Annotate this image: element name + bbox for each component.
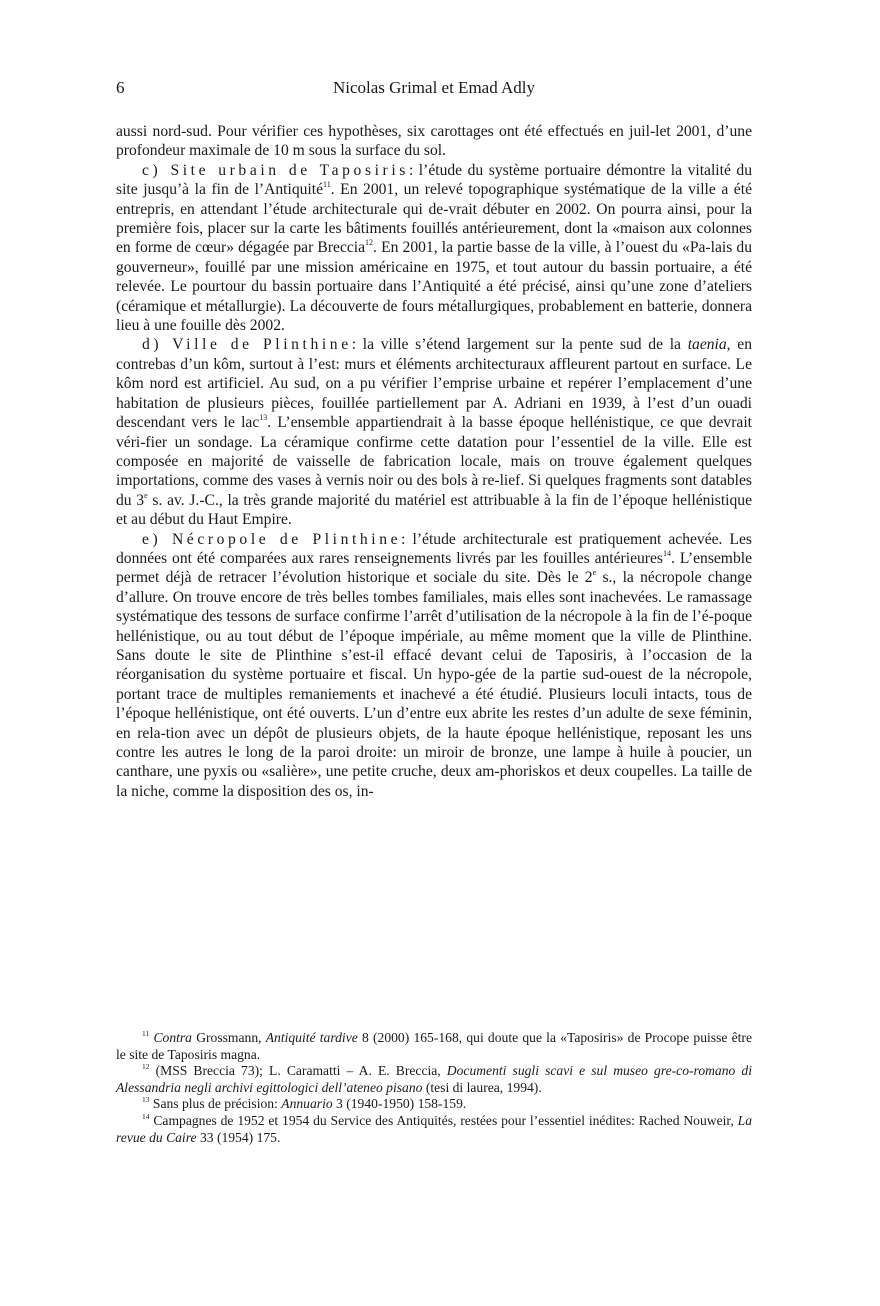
ordinal-superscript: e: [144, 490, 148, 500]
paragraph-necropole-plinthine: e) Nécropole de Plinthine: l’étude architecturale est pratiquement achevée. Les données ont été comparées aux rares renseignements livrés par les fouilles antérieures$^{14}$. L’ensemble permet déjà de retracer l’évolution historique et sociale du site. Dès le 2e s., la nécropole change d’allure. On trouve encore de très belles tombes familiales, mais elles sont inachevées. Le ramassage systématique des tessons de surface confirme l’arrêt d’utilisation de la nécropole à la fin de l’é-poque hellénistique, ou au tout début de l’époque impériale, au même moment que la ville de Plinthine. Sans doute le site de Plinthine s’est-il effacé devant celui de Taposiris, à l’occasion de la réorganisation du système portuaire et fiscal. Un hypo-gée de la partie sud-ouest de la nécropole, portant trace de multiples remaniements et inachevé a été étudié. Plusieurs loculi intacts, tous de l’époque hellénistique, ont été ouverts. L’un d’entre eux abrite les restes d’un adulte de sexe féminin, en rela-tion avec un dépôt de plusieurs objets, de la haute époque hellénistique, reposant les uns contre les autres le long de la paroi droite: un miroir de bronze, une lampe à huile à poucier, un canthare, une pyxis ou «salière», une petite cruche, deux am-phoriskos et deux coupelles. La taille de la niche, comme la disposition des os, in-: [116, 530, 752, 800]
footnote-ref: 12: [365, 238, 374, 248]
section-label: d) Ville de Plinthine: [142, 336, 352, 354]
footnote-ref: 14: [662, 548, 671, 558]
footnote-12: $^{12}$ (MSS Breccia 73); L. Caramatti – A. E. Breccia, Documenti sugli scavi e sul museo gre-co-romano di Alessandria negli archivi egittologici dell’ateneo pisano (tesi di laurea, 1994).: [116, 1062, 752, 1095]
paragraph-site-urbain-taposiris: c) Site urbain de Taposiris: l’étude du système portuaire démontre la vitalité du site jusqu’à la fin de l’Antiquité$^{11}$. En 2001, un relevé topographique systématique de la ville a été entrepris, en attendant l’étude architecturale qui de-vrait débuter en 2002. On pourra ainsi, pour la première fois, placer sur la carte les bâtiments fouillés antérieurement, dont la «maison aux colonnes en forme de cœur» dégagée par Breccia$^{12}$. En 2001, la partie basse de la ville, à l’ouest du «Pa-lais du gouverneur», fouillé par une mission américaine en 1975, et tout autour du bassin portuaire, a été relevée. Le pourtour du bassin portuaire dans l’Antiquité a été précisé, ainsi qu’une zone d’ateliers (céramique et métallurgie). La découverte de fours métallurgiques, probablement en batterie, donnera lieu à une fouille dès 2002.: [116, 161, 752, 335]
paragraph-continuation: aussi nord-sud. Pour vérifier ces hypothèses, six carottages ont été effectués en juil-let 2001, d’une profondeur maximale de 10 m sous la surface du sol.: [116, 123, 752, 160]
running-head: Nicolas Grimal et Emad Adly: [332, 78, 536, 97]
footnote-14: $^{14}$ Campagnes de 1952 et 1954 du Service des Antiquités, restées pour l’essentiel inédites: Rached Nouweir, La revue du Caire 33 (1954) 175.: [116, 1111, 752, 1145]
footnote-number: 13: [142, 1095, 150, 1105]
ordinal-superscript: e: [592, 568, 597, 578]
paragraph-ville-plinthine: d) Ville de Plinthine: la ville s’étend largement sur la pente sud de la taenia, en contrebas d’un kôm, surtout à l’est: murs et éléments architecturaux affleurent partout en surface. Le kôm nord est artificiel. Au sud, on a pu vérifier l’emprise urbaine et repérer l’emplacement d’une habitation de plusieurs pièces, fouillée partiellement par A. Adriani en 1939, à l’est d’un ouadi descendant vers le lac$^{13}$. L’ensemble appartiendrait à la basse époque hellénistique, ce que devrait véri-fier un sondage. La céramique confirme cette datation pour l’essentiel de la ville. Elle est composée en majorité de vaisselle de fabrication locale, mais on trouve également quelques importations, comme des vases à vernis noir ou des bols à re-lief. Si quelques fragments sont datables du 3e s. av. J.-C., la très grande majorité du matériel est attribuable à la fin de l’époque hellénistique et au début du Haut Empire.: [116, 336, 753, 529]
footnote-number: 14: [142, 1111, 150, 1121]
page-number: 6: [116, 78, 125, 97]
footnote-number: 12: [142, 1062, 150, 1072]
italic-term: taenia: [687, 336, 727, 354]
footnote-11: $^{11}$ Contra Grossmann, Antiquité tardive 8 (2000) 165-168, qui doute que la «Taposiris» de Procope puisse être le site de Taposiris magna.: [116, 1029, 752, 1062]
footnotes: [116, 1030, 752, 1146]
footnote-ref: 13: [259, 413, 268, 423]
footnote-number: 11: [142, 1029, 150, 1038]
section-label: e) Nécropole de Plinthine: [142, 530, 402, 548]
footnote-13: $^{13}$ Sans plus de précision: Annuario 3 (1940-1950) 158-159.: [142, 1095, 467, 1112]
body-text: [116, 122, 752, 801]
footnote-ref: 11: [323, 180, 331, 190]
section-label: c) Site urbain de Taposiris: [142, 161, 409, 179]
page-header: [116, 78, 752, 104]
